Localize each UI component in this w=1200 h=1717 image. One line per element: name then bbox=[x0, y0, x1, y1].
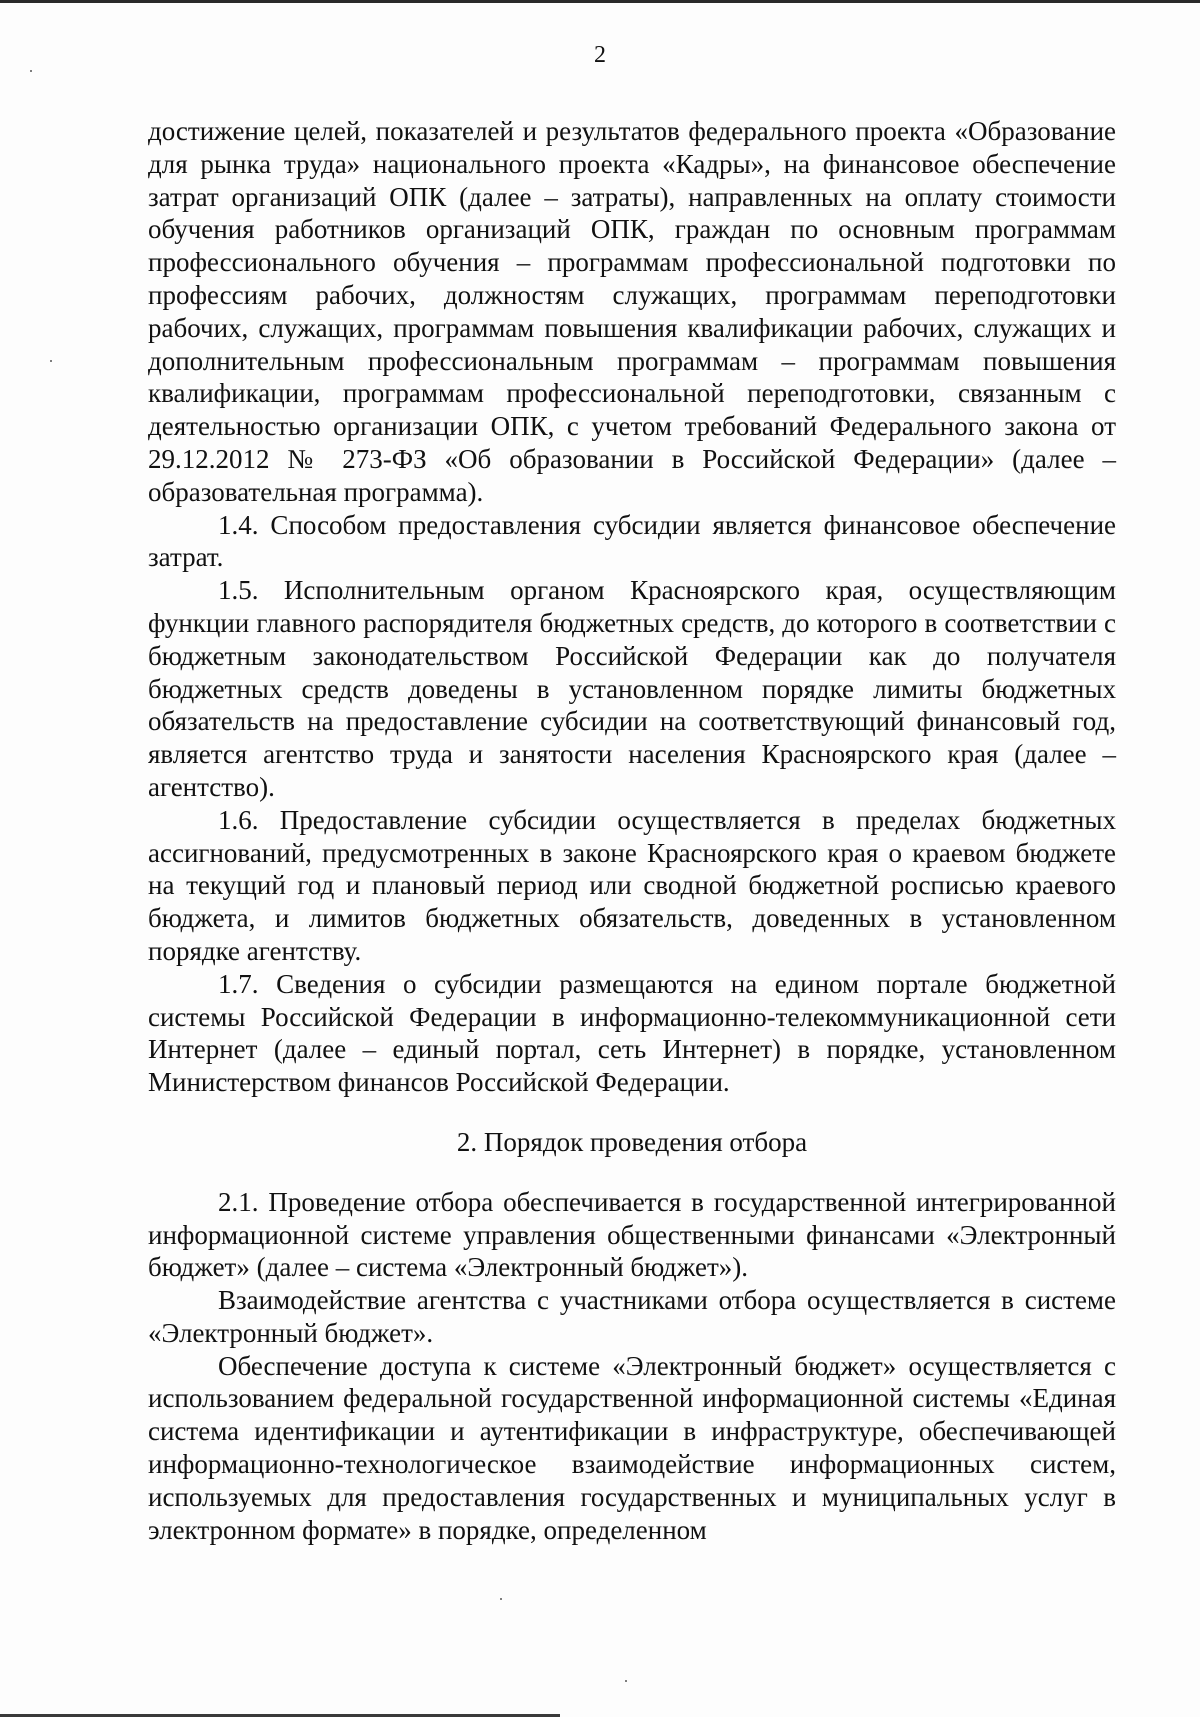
paragraph-1-7: 1.7. Сведения о субсидии размещаются на едином портале бюджетной системы Российской Федерации в информационно-телекоммуникационной сети Интернет (далее – единый портал, сеть Интернет) в порядке, установленном Министерством финансов Российской Федерации. bbox=[148, 968, 1116, 1098]
page-number: 2 bbox=[594, 42, 606, 68]
section-heading: 2. Порядок проведения отбора bbox=[456, 1126, 808, 1157]
paragraph-1-6: 1.6. Предоставление субсидии осуществляется в пределах бюджетных ассигнований, предусмотренных в законе Красноярского края о краевом бюджете на текущий год и плановый период или сводной бюджетной росписью краевого бюджета, и лимитов бюджетных обязательств, доведенных в установленном порядке агентству. bbox=[148, 804, 1116, 966]
document-body bbox=[148, 115, 1116, 1546]
scan-speck bbox=[500, 1598, 502, 1600]
paragraph-2-1: 2.1. Проведение отбора обеспечивается в государственной интегрированной информационной системе управления общественными финансами «Электронный бюджет» (далее – система «Электронный бюджет»). bbox=[148, 1186, 1116, 1283]
scan-speck bbox=[50, 360, 52, 362]
scan-speck bbox=[625, 1680, 627, 1682]
paragraph-2-1-access: Обеспечение доступа к системе «Электронный бюджет» осуществляется с использованием федеральной государственной информационной системы «Единая система идентификации и аутентификации в инфраструктуре, обеспечивающей информационно-технологическое взаимодействие информационных систем, используемых для предоставления государственных и муниципальных услуг в электронном формате» в порядке, определенном bbox=[148, 1350, 1116, 1545]
paragraph-2-1-interaction: Взаимодействие агентства с участниками отбора осуществляется в системе «Электронный бюджет». bbox=[148, 1285, 1116, 1348]
scan-edge-top bbox=[0, 0, 1200, 3]
paragraph-1-5: 1.5. Исполнительным органом Красноярского края, осуществляющим функции главного распорядителя бюджетных средств, до которого в соответствии с бюджетным законодательством Российской Федерации как до получателя бюджетных средств доведены в установленном порядке лимиты бюджетных обязательств на предоставление субсидии на соответствующий финансовый год, является агентство труда и занятости населения Красноярского края (далее – агентство). bbox=[148, 575, 1116, 802]
paragraph-intro: достижение целей, показателей и результатов федерального проекта «Образование для рынка труда» национального проекта «Кадры», на финансовое обеспечение затрат организаций ОПК (далее – затраты), направленных на оплату стоимости обучения работников организаций ОПК, граждан по основным программам профессионального обучения – программам профессиональной подготовки по профессиям рабочих, должностям служащих, программам переподготовки рабочих, служащих, программам повышения квалификации рабочих, служащих и дополнительным профессиональным программам – программам повышения квалификации, программам профессиональной переподготовки, связанным с деятельностью организации ОПК, с учетом требований Федерального закона от 29.12.2012 № 273-ФЗ «Об образовании в Российской Федерации» (далее – образовательная программа). bbox=[148, 116, 1116, 507]
scan-speck bbox=[30, 70, 32, 72]
paragraph-1-4: 1.4. Способом предоставления субсидии является финансовое обеспечение затрат. bbox=[148, 509, 1116, 573]
